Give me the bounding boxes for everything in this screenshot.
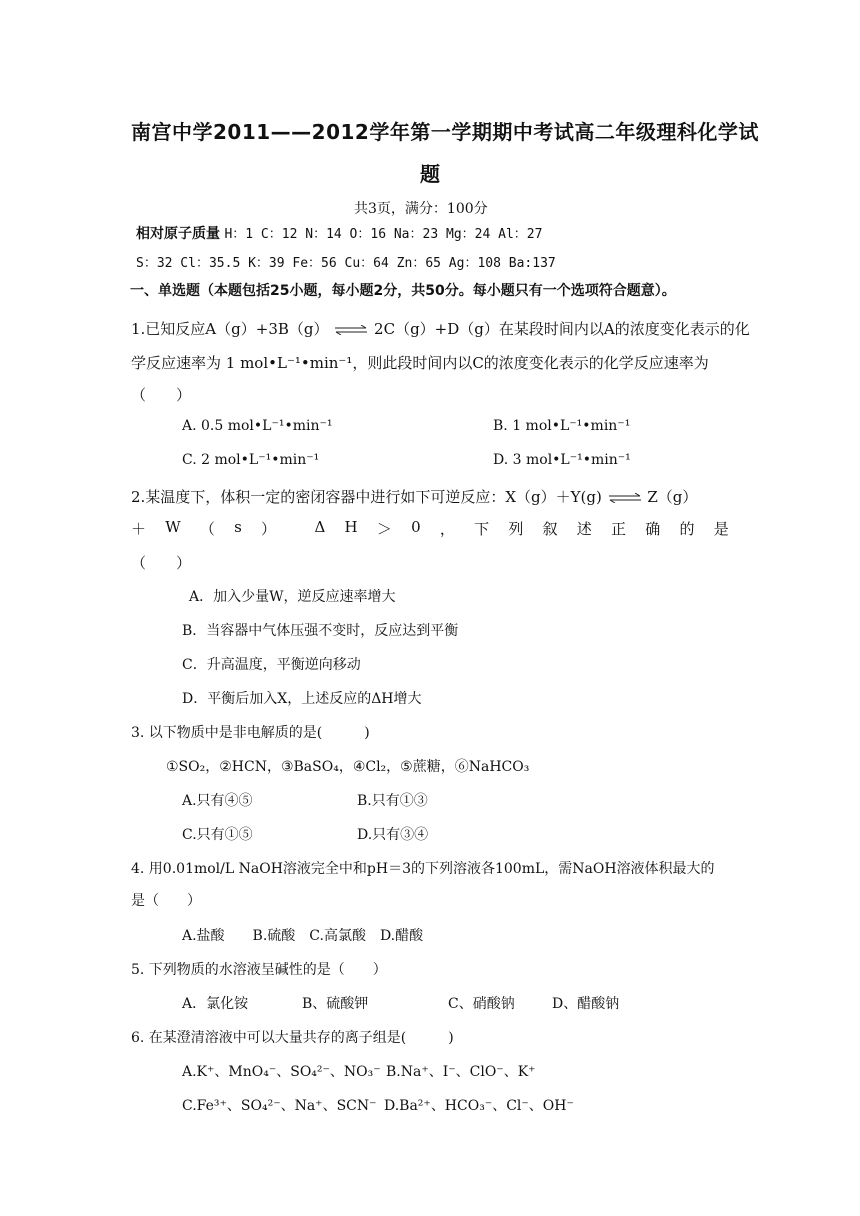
q2-stem-line2-token: ，: [439, 520, 455, 538]
q2-stem-line2-token: W: [165, 518, 181, 536]
q2-stem-line2-token: s: [234, 518, 242, 536]
q6-option-b: B.Na⁺、I⁻、ClO⁻、K⁺: [386, 1064, 536, 1080]
q2-option-d: D．平衡后加入X，上述反应的ΔH增大: [182, 691, 422, 707]
q1-option-b: B. 1 mol•L⁻¹•min⁻¹: [493, 418, 631, 434]
equilibrium-arrow-icon: [333, 325, 369, 335]
q2-option-a: A．加入少量W，逆反应速率增大: [189, 589, 396, 605]
q5-option-c: C、硝酸钠: [448, 996, 515, 1012]
q3-option-b: B.只有①③: [357, 793, 428, 809]
q2-stem-line2: [131, 518, 729, 539]
q2-stem-line2-token: 0: [411, 518, 421, 536]
q6-stem: 6. 在某澄清溶液中可以大量共存的离子组是( ): [131, 1030, 454, 1046]
section-heading-single-choice: 一、单选题（本题包括25小题，每小题2分，共50分。每小题只有一个选项符合题意）。: [130, 283, 676, 299]
q1-option-a: A. 0.5 mol•L⁻¹•min⁻¹: [182, 418, 333, 434]
q2-stem-line2-token: Δ: [314, 518, 326, 536]
q1-stem-part1: 1.已知反应A（g）+3B（g）: [131, 320, 329, 338]
page-subtitle: 共3页，满分：100分: [354, 201, 488, 217]
q1-answer-blank: （ ）: [131, 386, 192, 404]
page-title-line2: 题: [420, 162, 441, 186]
q2-answer-blank: （ ）: [131, 554, 192, 572]
q6-option-d: D.Ba²⁺、HCO₃⁻、Cl⁻、OH⁻: [384, 1098, 574, 1114]
atomic-mass-label: 相对原子质量: [136, 226, 220, 242]
q2-stem-line2-token: ＞: [376, 520, 392, 538]
q3-items: ①SO₂，②HCN，③BaSO₄，④Cl₂，⑤蔗糖，⑥NaHCO₃: [166, 759, 530, 775]
q3-stem: 3. 以下物质中是非电解质的是( ): [131, 725, 370, 741]
q2-stem-line2-token: （: [199, 520, 215, 538]
q2-stem-line2-token: H: [344, 518, 358, 536]
q5-stem: 5. 下列物质的水溶液呈碱性的是（ ）: [131, 962, 387, 978]
q2-stem-line1: [131, 486, 697, 507]
q2-stem-line2-token: 正: [611, 520, 627, 538]
q2-stem-part1: 2.某温度下，体积一定的密闭容器中进行如下可逆反应：X（g）＋Y(g): [131, 488, 602, 506]
q3-option-a: A.只有④⑤: [182, 793, 253, 809]
q6-option-c: C.Fe³⁺、SO₄²⁻、Na⁺、SCN⁻: [182, 1098, 377, 1114]
q1-stem-line2: 学反应速率为 1 mol•L⁻¹•min⁻¹，则此段时间内以C的浓度变化表示的化学反应速率为: [131, 354, 709, 372]
atomic-mass-line2: S：32 Cl：35.5 K：39 Fe：56 Cu：64 Zn：65 Ag：108 Ba:137: [136, 256, 556, 271]
q3-option-d: D.只有③④: [357, 827, 429, 843]
q2-stem-line2-token: 确: [645, 520, 661, 538]
q1-stem-line1: [131, 318, 750, 339]
q2-option-b: B．当容器中气体压强不变时，反应达到平衡: [182, 623, 459, 639]
q5-option-d: D、醋酸钠: [552, 996, 620, 1012]
q6-option-a: A.K⁺、MnO₄⁻、SO₄²⁻、NO₃⁻: [182, 1064, 381, 1080]
q1-option-d: D. 3 mol•L⁻¹•min⁻¹: [493, 452, 631, 468]
q4-stem-line1: 4. 用0.01mol/L NaOH溶液完全中和pH＝3的下列溶液各100mL，需NaOH溶液体积最大的: [131, 861, 715, 877]
q5-option-b: B、硫酸钾: [302, 996, 369, 1012]
atomic-mass-line1: [136, 223, 542, 243]
q4-options: A.盐酸 B.硫酸 C.高氯酸 D.醋酸: [182, 928, 424, 944]
atomic-mass-values-1: H：1 C：12 N：14 O：16 Na：23 Mg：24 Al：27: [224, 227, 543, 242]
q2-stem-line2-token: 是: [713, 520, 729, 538]
q2-stem-line2-token: ）: [261, 520, 277, 538]
page-title-line1: 南宫中学2011——2012学年第一学期期中考试高二年级理科化学试: [131, 120, 759, 144]
equilibrium-arrow-icon: [607, 493, 643, 503]
q2-stem-line2-token: 叙: [542, 520, 558, 538]
q2-option-c: C．升高温度，平衡逆向移动: [182, 657, 361, 673]
q2-stem-line2-token: 述: [576, 520, 592, 538]
q4-stem-line2: 是（ ）: [131, 893, 201, 909]
q2-stem-line2-token: 列: [508, 520, 524, 538]
q1-option-c: C. 2 mol•L⁻¹•min⁻¹: [182, 452, 320, 468]
q1-stem-part2: 2C（g）+D（g）在某段时间内以A的浓度变化表示的化: [374, 320, 750, 338]
q3-option-c: C.只有①⑤: [182, 827, 253, 843]
q2-stem-line2-token: 下: [474, 520, 490, 538]
q5-option-a: A．氯化铵: [182, 996, 249, 1012]
q2-stem-line2-token: 的: [679, 520, 695, 538]
q2-stem-part2: Z（g）: [647, 488, 698, 506]
q2-stem-line2-token: ＋: [131, 520, 147, 538]
